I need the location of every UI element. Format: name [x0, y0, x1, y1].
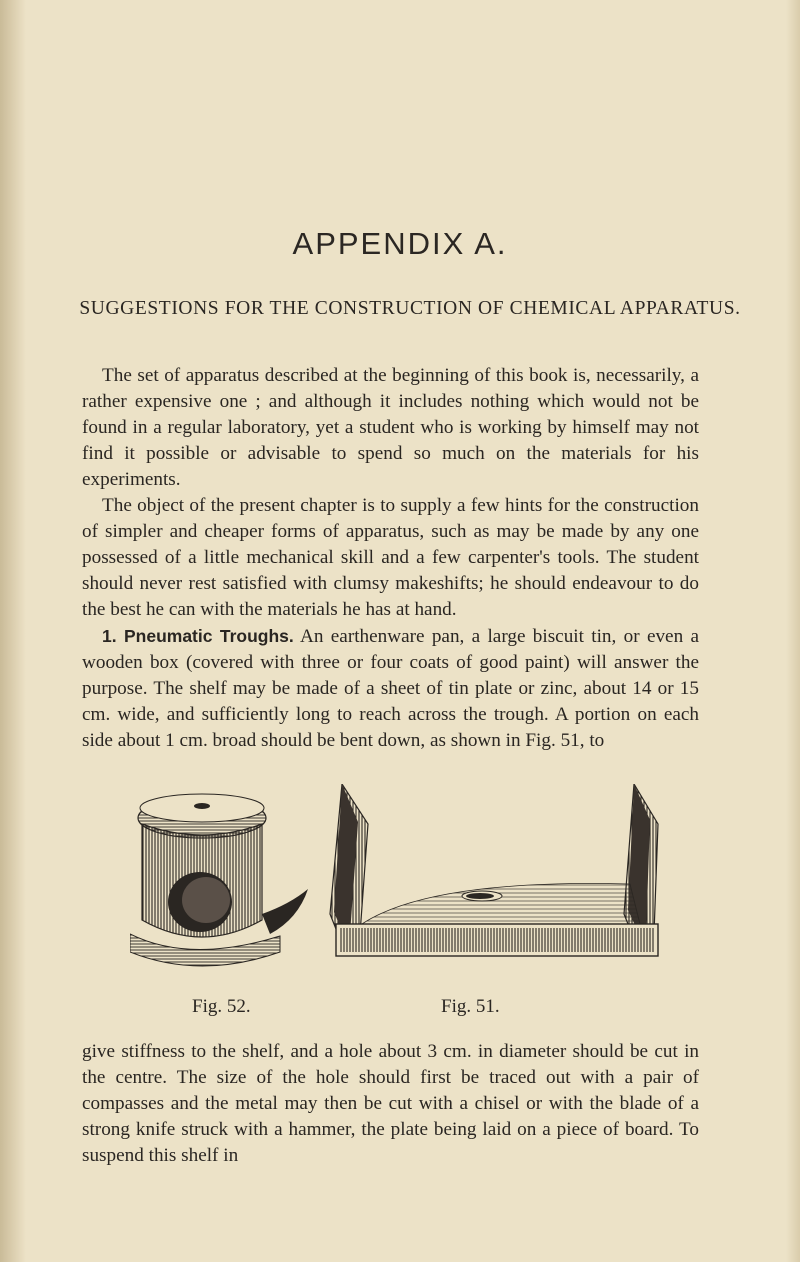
figure-engravings	[130, 784, 670, 984]
paragraph-pneumatic-troughs	[82, 623, 699, 754]
fig51-tin-shelf-illustration	[330, 784, 658, 956]
fig52-caption: Fig. 52.	[192, 996, 251, 1017]
page-binding-shadow	[0, 0, 26, 1262]
page-outer-edge	[786, 0, 800, 1262]
appendix-heading: APPENDIX A.	[292, 226, 508, 261]
body-text-upper	[82, 363, 699, 754]
paragraph-intro: The set of apparatus described at the beginning of this book is, necessarily, a rather expensive one ; and although it includes nothing which would not be found in a regular laboratory, yet a student who is working by himself may not find it possible or advisable to spend so much on the materials for his experiments.	[82, 365, 699, 490]
fig52-beehive-shelf-illustration	[130, 794, 308, 966]
body-text-lower	[82, 1039, 699, 1169]
paragraph-object: The object of the present chapter is to supply a few hints for the construction of simpler and cheaper forms of apparatus, such as may be made by any one possessed of a little mechanical skill and a few carpenter's tools. The student should never rest satisfied with clumsy makeshifts; he should endeavour to do the best he can with the materials he has at hand.	[82, 495, 699, 620]
paragraph-pneumatic-troughs-text: An earthenware pan, a large biscuit tin, or even a wooden box (covered with three or four coats of good paint) will answer the purpose. The shelf may be made of a sheet of tin plate or zinc, about 14 or 15 cm. wide, and sufficiently long to reach across the trough. A portion on each side about 1 cm. broad should be bent down, as shown in Fig. 51, to	[82, 626, 699, 751]
fig51-caption: Fig. 51.	[441, 996, 500, 1017]
paragraph-continuation: give stiffness to the shelf, and a hole about 3 cm. in diameter should be cut in the centre. The size of the hole should first be traced out with a pair of compasses and the metal may then be cut with a chisel or with the blade of a strong knife struck with a hammer, the plate being laid on a piece of board. To suspend this shelf in	[82, 1041, 699, 1166]
section-heading-pneumatic-troughs: 1. Pneumatic Troughs.	[102, 626, 294, 646]
appendix-subheading: SUGGESTIONS FOR THE CONSTRUCTION OF CHEMICAL APPARATUS.	[79, 298, 741, 319]
